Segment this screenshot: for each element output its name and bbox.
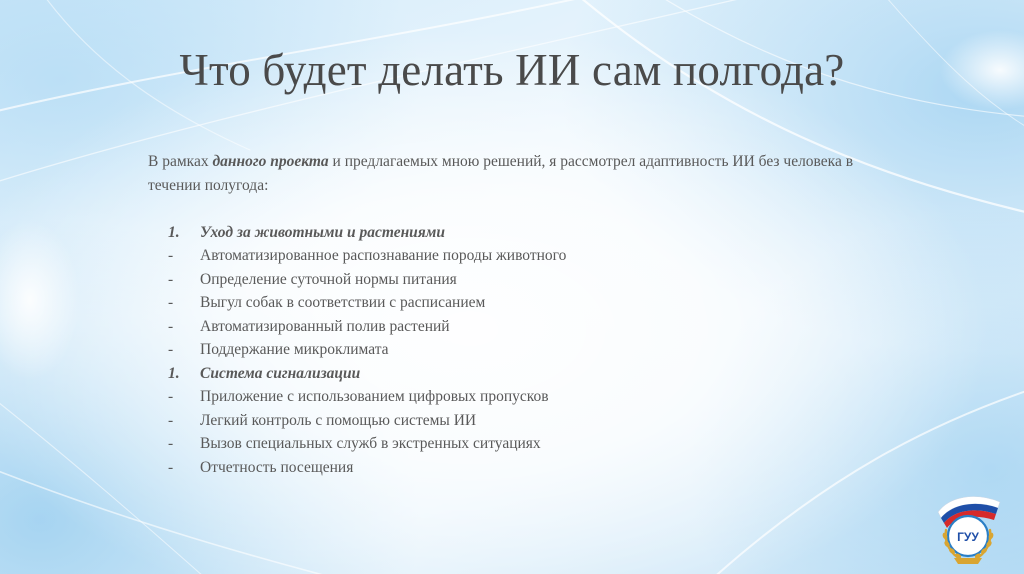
list-item-label: Приложение с использованием цифровых пропусков <box>200 388 549 405</box>
list-marker: - <box>168 435 174 452</box>
list-marker: - <box>168 388 174 405</box>
list-item-label: Вызов специальных служб в экстренных ситуациях <box>200 435 541 452</box>
list-item <box>148 409 868 433</box>
list-item-label: Автоматизированное распознавание породы животного <box>200 247 567 264</box>
list-item-label: Отчетность посещения <box>200 458 354 476</box>
intro-paragraph <box>148 150 868 197</box>
list-item <box>148 338 868 362</box>
emblem-text: ГУУ <box>957 530 979 544</box>
list-heading-label: Уход за животными и растениями <box>200 223 446 241</box>
university-emblem-icon <box>932 490 1004 566</box>
list-item <box>148 268 868 292</box>
list-marker: - <box>168 247 174 264</box>
list-heading-label: Система сигнализации <box>200 364 361 382</box>
list-item <box>148 244 868 268</box>
list-item-label: Определение суточной нормы питания <box>200 270 457 288</box>
list-item-label: Поддержание микроклимата <box>200 341 389 358</box>
intro-text-start: В рамках <box>148 153 213 170</box>
list-heading-care <box>148 221 868 245</box>
list-item <box>148 385 868 409</box>
slide-content <box>148 150 868 479</box>
list-marker: - <box>168 341 174 358</box>
list-marker: - <box>168 458 174 476</box>
list-heading-alarm <box>148 362 868 386</box>
list-marker: - <box>168 294 174 311</box>
intro-text-end: и предлагаемых мною решений, я рассмотрел адаптивность ИИ без человека в течении полугода: <box>148 153 854 194</box>
list-marker: - <box>168 411 174 429</box>
list-item-label: Автоматизированный полив растений <box>200 317 450 335</box>
list-item-label: Выгул собак в соответствии с расписанием <box>200 294 486 311</box>
list-marker: - <box>168 317 174 335</box>
list-marker: 1. <box>168 364 180 382</box>
list-item <box>148 432 868 456</box>
list-item-label: Легкий контроль с помощью системы ИИ <box>200 411 477 429</box>
list-item <box>148 315 868 339</box>
list-marker: - <box>168 270 174 288</box>
intro-emphasis: данного проекта <box>212 153 329 170</box>
list-item <box>148 456 868 480</box>
list-marker: 1. <box>168 223 180 241</box>
list-item <box>148 291 868 315</box>
page-title: Что будет делать ИИ сам полгода? <box>179 45 845 95</box>
